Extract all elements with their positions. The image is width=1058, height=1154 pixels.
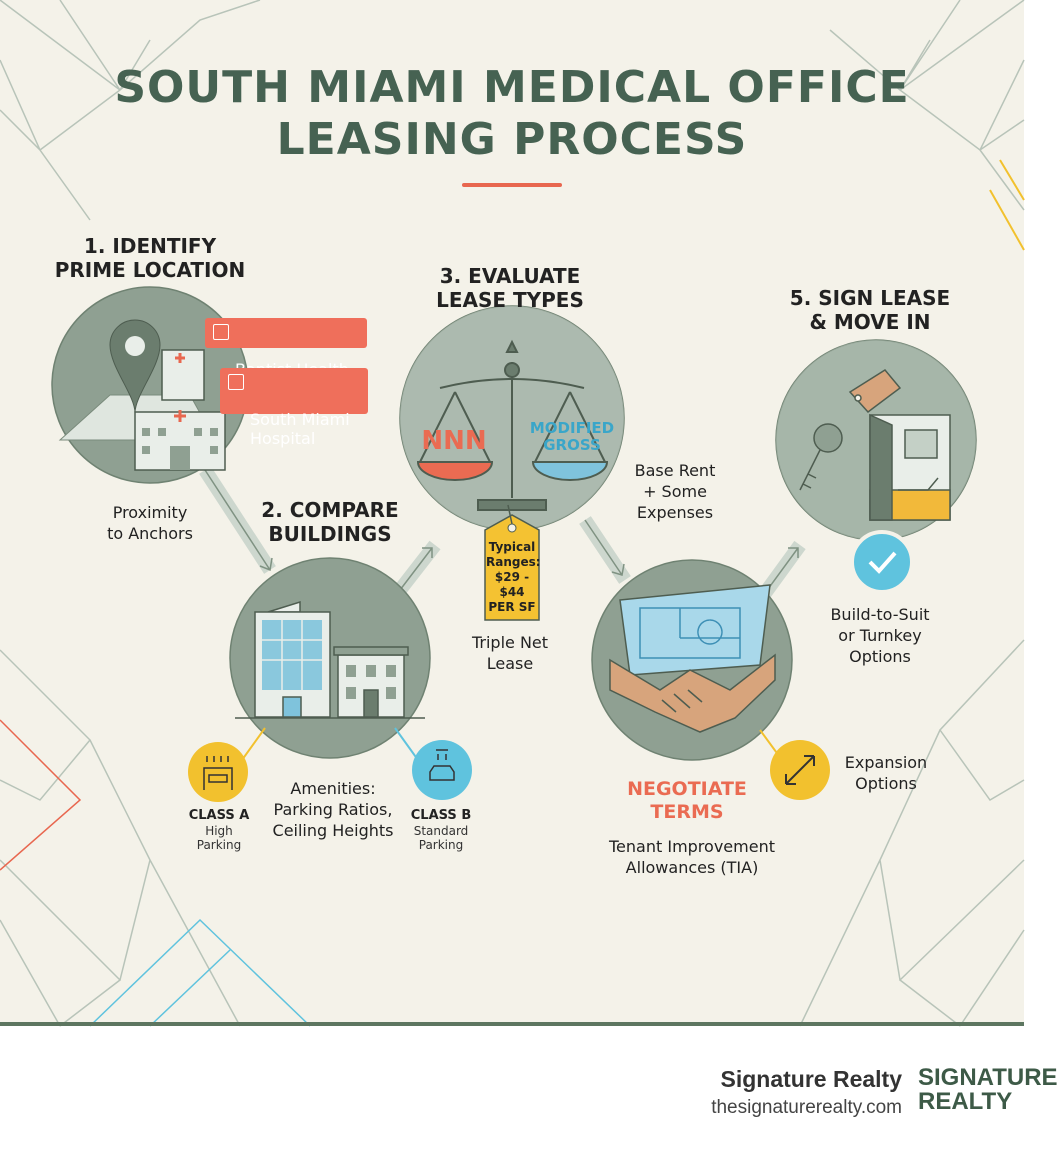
- step-1-note: Proximity to Anchors: [107, 503, 193, 543]
- callout-baptist-health: [205, 318, 367, 348]
- car-icon: [412, 740, 472, 800]
- hospital-icon: [228, 374, 244, 390]
- company-name: Signature Realty: [720, 1066, 902, 1092]
- class-a-label: CLASS A: [188, 808, 250, 823]
- nnn-label: NNN: [421, 426, 487, 456]
- price-range-tag: Typical Ranges: $29 - $44 PER SF: [486, 540, 541, 614]
- callout-label: South Miami Hospital: [250, 410, 350, 448]
- company-url: thesignaturerealty.com: [711, 1097, 902, 1118]
- title-divider: [462, 183, 562, 187]
- step-2-note: Amenities: Parking Ratios, Ceiling Heights: [272, 779, 394, 840]
- modified-gross-label: MODIFIED GROSS: [529, 419, 615, 454]
- nnn-note: Triple Net Lease: [471, 633, 549, 673]
- expansion-options-note: Expansion Options: [844, 753, 928, 793]
- garage-icon: [188, 742, 248, 802]
- step-1-title: 1. IDENTIFY PRIME LOCATION: [54, 234, 246, 282]
- step-5-note: Build-to-Suit or Turnkey Options: [830, 605, 930, 666]
- footer-divider: [0, 1022, 1024, 1026]
- company-logo: [918, 1064, 1058, 1116]
- hospital-icon: [213, 324, 229, 340]
- door-icon: [870, 415, 950, 520]
- step-2-title: 2. COMPARE BUILDINGS: [261, 498, 399, 546]
- step-4-note: Tenant Improvement Allowances (TIA): [609, 837, 775, 877]
- company-info: [711, 1066, 902, 1119]
- step-5-title: 5. SIGN LEASE & MOVE IN: [789, 286, 951, 334]
- class-b-sub: Standard Parking: [413, 824, 469, 852]
- class-b-label: CLASS B: [410, 808, 472, 823]
- step-4-title: NEGOTIATE TERMS: [627, 778, 747, 823]
- checkmark-icon: [852, 532, 912, 592]
- page-title: SOUTH MIAMI MEDICAL OFFICE LEASING PROCESS: [114, 62, 910, 165]
- logo-text: SIGNATURE REALTY: [918, 1064, 1058, 1115]
- class-a-sub: High Parking: [196, 824, 242, 852]
- callout-south-miami-hospital: [220, 368, 368, 448]
- blueprint-icon: [620, 585, 770, 675]
- step-3-title: 3. EVALUATE LEASE TYPES: [436, 264, 584, 312]
- modified-gross-note: Base Rent + Some Expenses: [634, 461, 716, 522]
